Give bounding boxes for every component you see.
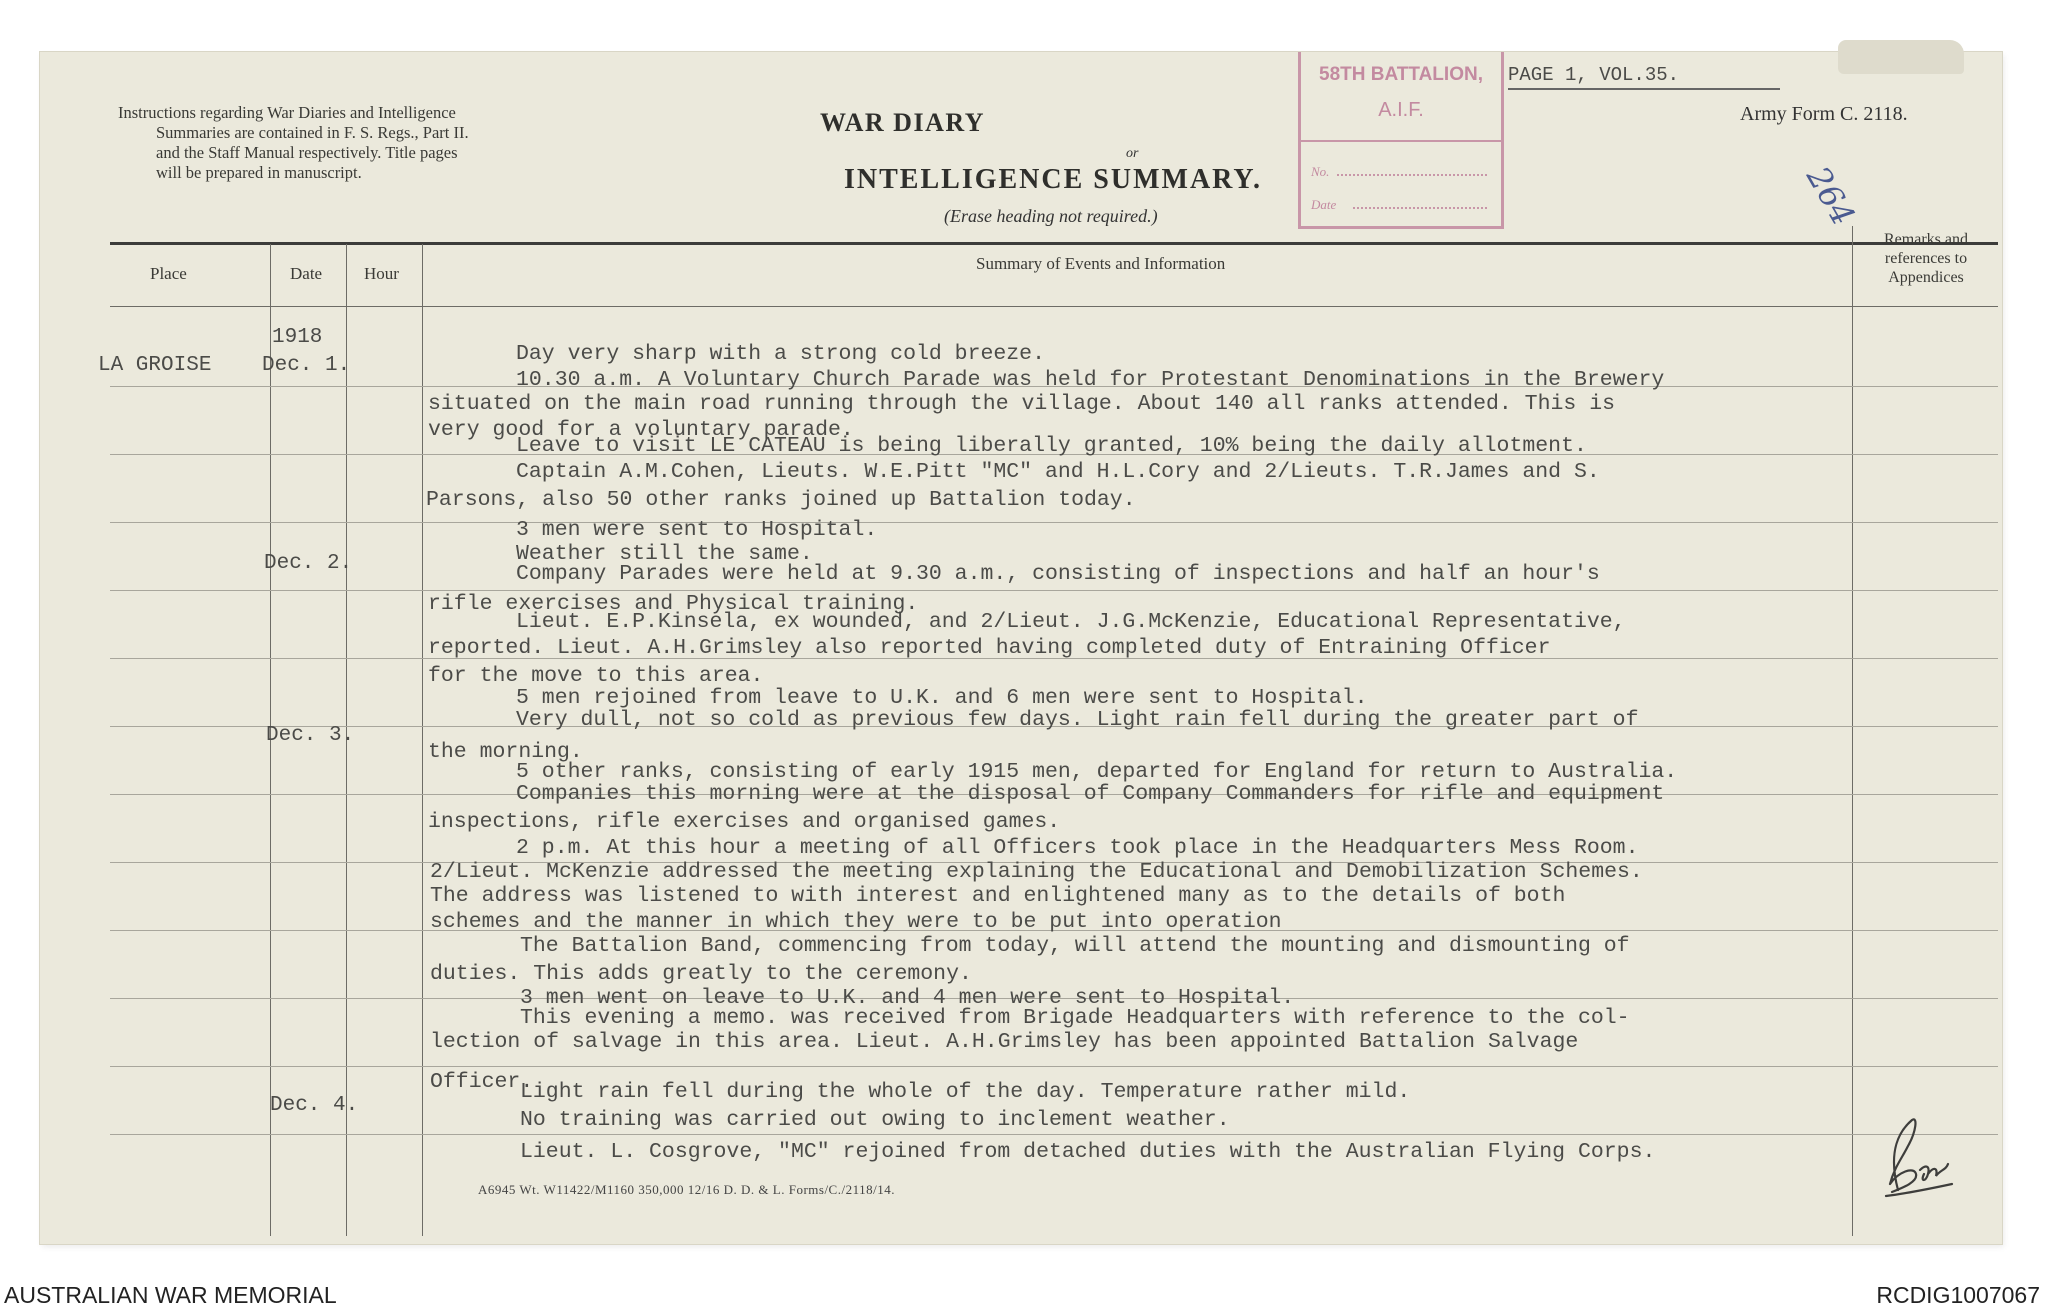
stamp-no-label: No. [1311, 164, 1330, 179]
date-dec-4: Dec. 4. [270, 1094, 359, 1117]
instructions-note [118, 103, 568, 183]
entry-line: This evening a memo. was received from Brigade Headquarters with reference to the col- [520, 1006, 1630, 1030]
column-header-remarks [1856, 230, 1996, 287]
table-header-rule [110, 306, 1998, 307]
place-la-groise: LA GROISE [98, 354, 212, 377]
stamp-unit: 58TH BATTALION, [1319, 64, 1483, 85]
entry-line: 2 p.m. At this hour a meeting of all Officers took place in the Headquarters Mess Room. [516, 836, 1639, 860]
entry-line: rifle exercises and Physical training. [428, 592, 919, 616]
ruled-line [110, 1066, 1998, 1067]
column-header-date: Date [290, 264, 323, 283]
entry-line: duties. This adds greatly to the ceremony. [430, 962, 972, 986]
entry-line: reported. Lieut. A.H.Grimsley also reported having completed duty of Entraining Officer [428, 636, 1551, 660]
entry-line: 3 men went on leave to U.K. and 4 men were sent to Hospital. [520, 986, 1295, 1010]
entry-line: 10.30 a.m. A Voluntary Church Parade was held for Protestant Denominations in the Brewery [516, 368, 1665, 392]
entry-line: Day very sharp with a strong cold breeze. [516, 342, 1045, 366]
column-header-summary: Summary of Events and Information [976, 254, 1226, 273]
title-war-diary: WAR DIARY [820, 108, 985, 137]
entry-line: Captain A.M.Cohen, Lieuts. W.E.Pitt "MC" and H.L.Cory and 2/Lieuts. T.R.James and S. [516, 460, 1600, 484]
entry-line: lection of salvage in this area. Lieut. A.H.Grimsley has been appointed Battalion Salvage [430, 1030, 1579, 1054]
entry-line: 5 men rejoined from leave to U.K. and 6 men were sent to Hospital. [516, 686, 1368, 710]
column-divider [422, 244, 423, 1236]
date-dec-2: Dec. 2. [264, 552, 353, 575]
folio-number: 264 [1799, 160, 1863, 232]
army-form-number: Army Form C. 2118. [1740, 103, 1908, 125]
stamp-no-dotted-line [1337, 174, 1487, 176]
entry-line: Parsons, also 50 other ranks joined up Battalion today. [426, 488, 1136, 512]
entry-line: inspections, rifle exercises and organised games. [428, 810, 1061, 834]
column-header-hour: Hour [364, 264, 399, 283]
ruled-line [110, 590, 1998, 591]
title-intelligence-summary: INTELLIGENCE SUMMARY. [844, 164, 1263, 195]
entry-line: Leave to visit LE CATEAU is being liberally granted, 10% being the daily allotment. [516, 434, 1587, 458]
entry-line: Weather still the same. [516, 542, 813, 566]
remarks-header-line: Appendices [1888, 269, 1964, 286]
instructions-line: Instructions regarding War Diaries and Intelligence [118, 103, 456, 122]
signature [1868, 1112, 1958, 1202]
remarks-header-line: Remarks and [1884, 231, 1968, 248]
title-or: or [1126, 146, 1139, 161]
ruled-line [110, 1134, 1998, 1135]
torn-corner [1838, 40, 1964, 74]
entry-line: schemes and the manner in which they were to be put into operation [430, 910, 1282, 934]
column-header-place: Place [150, 264, 187, 283]
instructions-line: and the Staff Manual respectively. Title pages [156, 143, 458, 162]
entry-line: for the move to this area. [428, 664, 764, 688]
instructions-line: will be prepared in manuscript. [156, 163, 362, 182]
entry-line: situated on the main road running through the village. About 140 all ranks attended. This is [428, 392, 1615, 416]
entry-line: Lieut. L. Cosgrove, "MC" rejoined from detached duties with the Australian Flying Corps. [520, 1140, 1656, 1164]
entry-line: Light rain fell during the whole of the day. Temperature rather mild. [520, 1080, 1411, 1104]
entry-line: The Battalion Band, commencing from today, will attend the mounting and dismounting of [520, 934, 1630, 958]
date-year: 1918 [272, 326, 323, 349]
entry-line: Very dull, not so cold as previous few days. Light rain fell during the greater part of [516, 708, 1639, 732]
entry-line: 2/Lieut. McKenzie addressed the meeting explaining the Educational and Demobilization Schemes. [430, 860, 1643, 884]
stamp-date-dotted-line [1353, 207, 1487, 209]
archive-caption-left: AUSTRALIAN WAR MEMORIAL [4, 1282, 337, 1308]
entry-line: 3 men were sent to Hospital. [516, 518, 878, 542]
archive-caption-right: RCDIG1007067 [1876, 1282, 2040, 1308]
date-dec-3: Dec. 3. [266, 724, 355, 747]
erase-note: (Erase heading not required.) [944, 206, 1158, 226]
page-reference-underline [1508, 88, 1780, 90]
battalion-stamp [1298, 52, 1504, 229]
entry-line: 5 other ranks, consisting of early 1915 men, departed for England for return to Australia. [516, 760, 1678, 784]
page-reference: PAGE 1, VOL.35. [1508, 64, 1680, 86]
entry-line: The address was listened to with interest and enlightened many as to the details of both [430, 884, 1566, 908]
table-top-rule [110, 242, 1998, 245]
stamp-date-label: Date [1311, 197, 1337, 212]
date-dec-1: Dec. 1. [262, 354, 351, 377]
instructions-line: Summaries are contained in F. S. Regs., Part II. [156, 123, 469, 142]
ruled-line [110, 522, 1998, 523]
stamp-force: A.I.F. [1378, 99, 1424, 121]
entry-line: very good for a voluntary parade. [428, 418, 854, 442]
entry-line: No training was carried out owing to inclement weather. [520, 1108, 1230, 1132]
stamp-divider [1301, 140, 1501, 142]
entry-line: the morning. [428, 740, 583, 764]
entry-line: Company Parades were held at 9.30 a.m., consisting of inspections and half an hour's [516, 562, 1600, 586]
form-print-code: A6945 Wt. W11422/M1160 350,000 12/16 D. D. & L. Forms/C./2118/14. [478, 1182, 895, 1197]
column-divider [1852, 226, 1853, 1236]
entry-line: Companies this morning were at the disposal of Company Commanders for rifle and equipment [516, 782, 1665, 806]
entry-line: Officer. [430, 1070, 534, 1094]
entry-line: Lieut. E.P.Kinsela, ex wounded, and 2/Lieut. J.G.McKenzie, Educational Representative, [516, 610, 1626, 634]
remarks-header-line: references to [1884, 250, 1968, 267]
